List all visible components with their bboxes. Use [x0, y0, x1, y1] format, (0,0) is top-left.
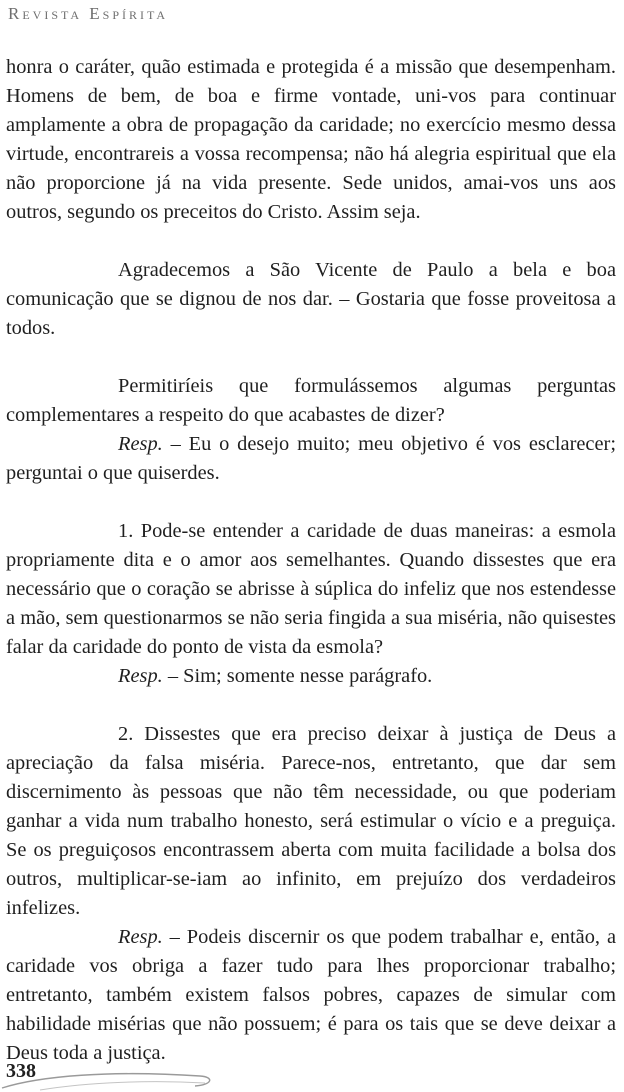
paragraph-question-1: 1. Pode-se entender a caridade de duas maneiras: a esmola propriamente dita e o amor aos semelhantes. Quando dissestes que era necessário que o coração se abrisse à súplica do infeliz que nos estendesse a mão, sem questionarmos se não seria fingida a sua miséria, não quisestes falar da caridade do ponto de vista da esmola?: [6, 520, 616, 658]
response-3: [6, 923, 616, 1068]
response-1: [6, 430, 616, 488]
paragraph-question-intro: Permitiríeis que formulássemos algumas perguntas complementares a respeito do que acabastes de dizer?: [6, 375, 616, 426]
response-text: – Podeis discernir os que podem trabalhar e, então, a caridade vos obriga a fazer tudo para lhes proporcionar trabalho; entretanto, também existem falsos pobres, capazes de simular com habilidade misérias que não possuem; é para os tais que se deve deixar a Deus toda a justiça.: [6, 926, 616, 1064]
paragraph-gap: [6, 488, 616, 517]
response-label: Resp.: [118, 926, 163, 948]
paragraph-continuation: honra o caráter, quão estimada e protegida é a missão que desempenham. Homens de bem, de boa e firme vontade, uni-vos para continuar amplamente a obra de propagação da caridade; no exercício mesmo dessa virtude, encontrareis a vossa recompensa; não há alegria espiritual que ela não proporcione já na vida presente. Sede unidos, amai-vos uns aos outros, segundo os preceitos do Cristo. Assim seja.: [6, 56, 616, 223]
paragraph-gap: [6, 691, 616, 720]
paragraph-question-2: 2. Dissestes que era preciso deixar à justiça de Deus a apreciação da falsa miséria. Parece-nos, entretanto, que dar sem discernimento às pessoas que não têm necessidade, ou que poderiam ganhar a vida num trabalho honesto, será estimular o vício e a preguiça. Se os preguiçosos encontrassem aberta com muita facilidade a bolsa dos outros, multiplicar-se-iam ao infinito, em prejuízo dos verdadeiros infelizes.: [6, 723, 616, 919]
paragraph-acknowledgement: Agradecemos a São Vicente de Paulo a bela e boa comunicação que se dignou de nos dar. – Gostaria que fosse proveitosa a todos.: [6, 259, 616, 339]
response-label: Resp.: [118, 665, 163, 687]
response-2: [6, 662, 616, 691]
paragraph-gap: [6, 227, 616, 256]
page-body: [6, 53, 616, 1068]
response-text: – Eu o desejo muito; meu objetivo é vos esclarecer; perguntai o que quiserdes.: [6, 433, 616, 484]
response-text: – Sim; somente nesse parágrafo.: [162, 665, 433, 687]
response-label: Resp.: [118, 433, 163, 455]
running-head: Revista Espírita: [8, 4, 169, 23]
page-number: 338: [6, 1060, 36, 1082]
paragraph-gap: [6, 343, 616, 372]
